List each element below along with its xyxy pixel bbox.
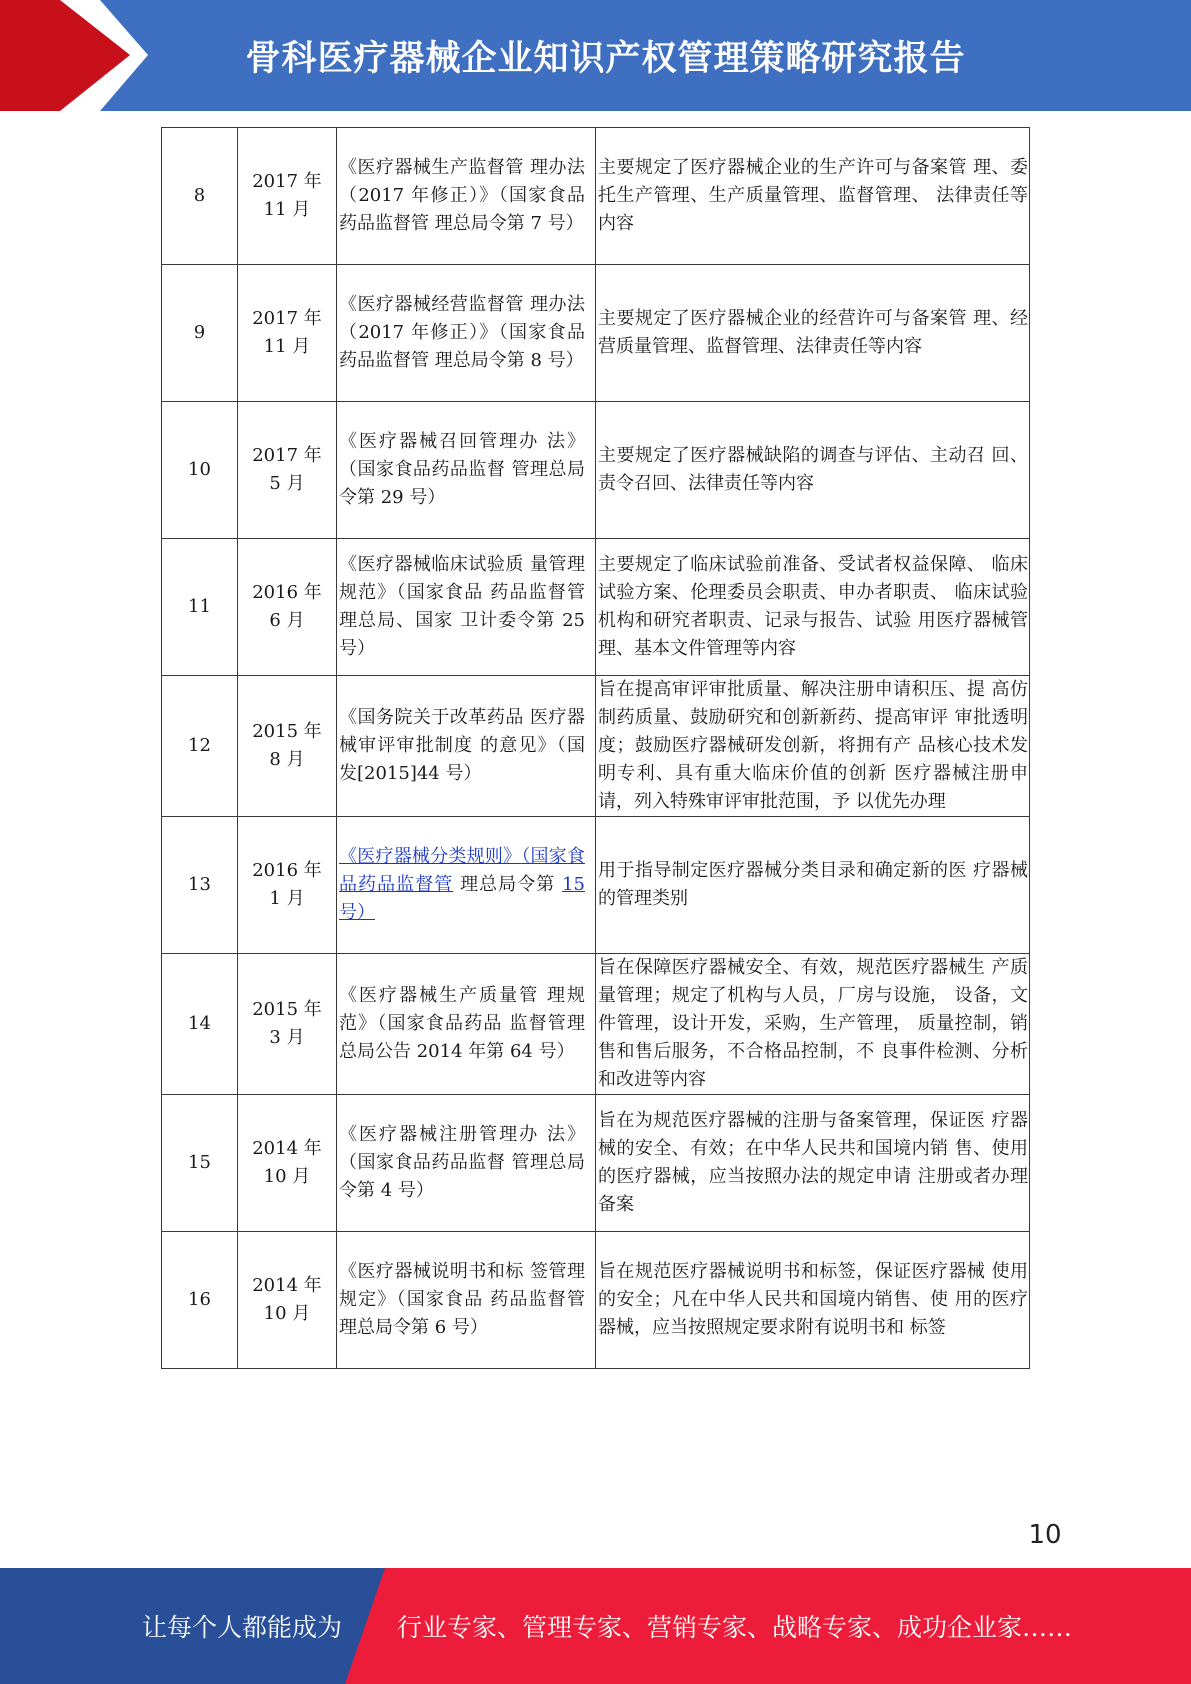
row-number: 15: [162, 1095, 238, 1232]
footer-slogan-right: 行业专家、管理专家、营销专家、战略专家、成功企业家……: [397, 1613, 1073, 1642]
document-link[interactable]: 15 号）: [339, 874, 585, 923]
table-row: [162, 676, 1030, 817]
table-row: [162, 1232, 1030, 1369]
row-description: 旨在保障医疗器械安全、有效，规范医疗器械生 产质量管理；规定了机构与人员，厂房与设施， 设备，文件管理，设计开发，采购，生产管理， 质量控制，销售和售后服务，不合格品控制，不 良事件检测、分析和改进等内容: [596, 954, 1030, 1095]
table-row: [162, 539, 1030, 676]
row-description: 主要规定了医疗器械企业的经营许可与备案管 理、经营质量管理、监督管理、法律责任等内容: [596, 265, 1030, 402]
document-link[interactable]: 《医疗器械分类规则》: [339, 846, 522, 867]
row-number: 8: [162, 128, 238, 265]
row-document: 《医疗器械说明书和标 签管理规定》（国家食品 药品监督管理总局令第 6 号）: [337, 1232, 596, 1369]
table-row: [162, 265, 1030, 402]
table-row: [162, 954, 1030, 1095]
row-number: 11: [162, 539, 238, 676]
document-link[interactable]: （国家食品药品监督管: [339, 846, 586, 895]
document-text: 理总局令第: [453, 874, 563, 895]
row-date: 2015 年 3 月: [238, 954, 337, 1095]
page-footer: [0, 1568, 1191, 1684]
row-number: 10: [162, 402, 238, 539]
row-date: 2015 年 8 月: [238, 676, 337, 817]
row-description: 旨在为规范医疗器械的注册与备案管理，保证医 疗器械的安全、有效；在中华人民共和国境内销 售、使用的医疗器械，应当按照办法的规定申请 注册或者办理备案: [596, 1095, 1030, 1232]
row-number: 16: [162, 1232, 238, 1369]
row-date: 2017 年 11 月: [238, 265, 337, 402]
row-description: 旨在提高审评审批质量、解决注册申请积压、提 高仿制药质量、鼓励研究和创新新药、提高审评 审批透明度；鼓励医疗器械研发创新，将拥有产 品核心技术发明专利、具有重大临床价值的创新 医疗器械注册申请，列入特殊审评审批范围，予 以优先办理: [596, 676, 1030, 817]
row-description: 主要规定了临床试验前准备、受试者权益保障、 临床试验方案、伦理委员会职责、申办者职责、 临床试验机构和研究者职责、记录与报告、试验 用医疗器械管理、基本文件管理等内容: [596, 539, 1030, 676]
row-document: [337, 817, 596, 954]
row-date: 2017 年 5 月: [238, 402, 337, 539]
row-description: 旨在规范医疗器械说明书和标签，保证医疗器械 使用的安全；凡在中华人民共和国境内销售、使 用的医疗器械，应当按照规定要求附有说明书和 标签: [596, 1232, 1030, 1369]
row-number: 13: [162, 817, 238, 954]
row-date: 2014 年 10 月: [238, 1232, 337, 1369]
row-number: 9: [162, 265, 238, 402]
row-number: 14: [162, 954, 238, 1095]
row-date: 2016 年 6 月: [238, 539, 337, 676]
row-date: 2016 年 1 月: [238, 817, 337, 954]
page-header: [0, 0, 1191, 111]
row-number: 12: [162, 676, 238, 817]
row-document: 《医疗器械注册管理办 法》（国家食品药品监督 管理总局令第 4 号）: [337, 1095, 596, 1232]
regulations-table: [161, 127, 1030, 1369]
row-document: 《医疗器械临床试验质 量管理规范》（国家食品 药品监督管理总局、国家 卫计委令第 25 号）: [337, 539, 596, 676]
page-number: 10: [1028, 1520, 1062, 1550]
table-row: [162, 817, 1030, 954]
row-date: 2014 年 10 月: [238, 1095, 337, 1232]
table-row: [162, 1095, 1030, 1232]
row-document: 《医疗器械召回管理办 法》（国家食品药品监督 管理总局令第 29 号）: [337, 402, 596, 539]
row-document: 《医疗器械经营监督管 理办法（2017 年修正）》（国家食品药品监督管 理总局令第 8 号）: [337, 265, 596, 402]
row-description: 主要规定了医疗器械缺陷的调查与评估、主动召 回、责令召回、法律责任等内容: [596, 402, 1030, 539]
report-title: 骨科医疗器械企业知识产权管理策略研究报告: [245, 38, 966, 79]
row-description: 主要规定了医疗器械企业的生产许可与备案管 理、委托生产管理、生产质量管理、监督管理、 法律责任等内容: [596, 128, 1030, 265]
row-document: 《国务院关于改革药品 医疗器械审评审批制度 的意见》（国发[2015]44 号）: [337, 676, 596, 817]
footer-slogan-left: 让每个人都能成为: [142, 1613, 343, 1642]
table-row: [162, 128, 1030, 265]
table-row: [162, 402, 1030, 539]
row-document: 《医疗器械生产监督管 理办法（2017 年修正）》（国家食品药品监督管 理总局令第 7 号）: [337, 128, 596, 265]
row-description: 用于指导制定医疗器械分类目录和确定新的医 疗器械的管理类别: [596, 817, 1030, 954]
row-date: 2017 年 11 月: [238, 128, 337, 265]
row-document: 《医疗器械生产质量管 理规范》（国家食品药品 监督管理总局公告 2014 年第 64 号）: [337, 954, 596, 1095]
